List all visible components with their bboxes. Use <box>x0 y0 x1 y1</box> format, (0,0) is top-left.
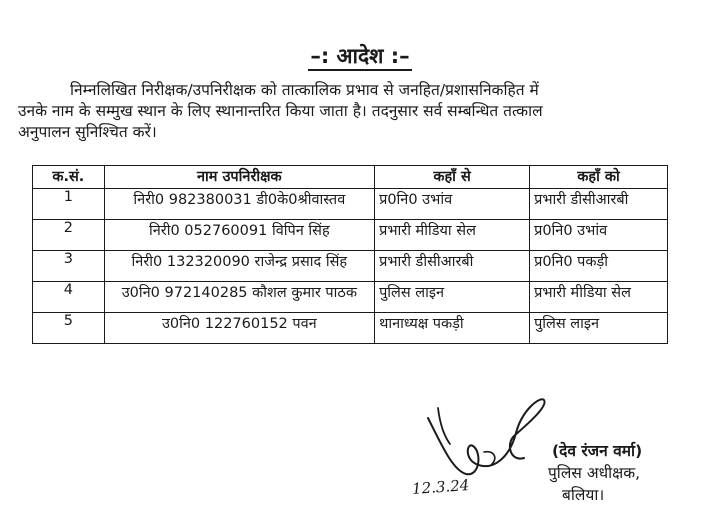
cell-serial: 3 <box>33 251 105 282</box>
table-row <box>33 251 668 282</box>
officer-place: बलिया। <box>562 486 605 504</box>
header-from: कहाँ से <box>375 166 530 189</box>
cell-from: प्र0नि0 उभांव <box>375 189 530 220</box>
cell-name: निरी0 982380031 डी0के0श्रीवास्तव <box>104 189 374 220</box>
cell-name: निरी0 052760091 विपिन सिंह <box>104 220 374 251</box>
officer-name: (देव रंजन वर्मा) <box>552 442 643 460</box>
order-paragraph <box>18 80 698 143</box>
table-row <box>33 282 668 313</box>
cell-name: निरी0 132320090 राजेन्द्र प्रसाद सिंह <box>104 251 374 282</box>
paragraph-line-2: उनके नाम के सम्मुख स्थान के लिए स्थानान्तरित किया जाता है। तदनुसार सर्व सम्बन्धित तत्काल <box>18 102 543 120</box>
officer-designation: पुलिस अधीक्षक, <box>548 464 641 482</box>
cell-to: प्रभारी डीसीआरबी <box>530 189 668 220</box>
cell-name: उ0नि0 122760152 पवन <box>104 313 374 344</box>
table-row <box>33 220 668 251</box>
cell-serial: 1 <box>33 189 105 220</box>
cell-from: प्रभारी डीसीआरबी <box>375 251 530 282</box>
cell-to: पुलिस लाइन <box>530 313 668 344</box>
cell-to: प्र0नि0 पकड़ी <box>530 251 668 282</box>
cell-from: पुलिस लाइन <box>375 282 530 313</box>
cell-from: प्रभारी मीडिया सेल <box>375 220 530 251</box>
cell-serial: 5 <box>33 313 105 344</box>
table-row <box>33 189 668 220</box>
paragraph-line-1: निम्नलिखित निरीक्षक/उपनिरीक्षक को तात्कालिक प्रभाव से जनहित/प्रशासनिकहित में <box>70 81 539 99</box>
header-to: कहाँ को <box>530 166 668 189</box>
transfer-table <box>32 165 668 344</box>
signature-date: 12.3.24 <box>411 476 470 498</box>
paragraph-line-3: अनुपालन सुनिश्चित करें। <box>18 123 157 141</box>
cell-from: थानाध्यक्ष पकड़ी <box>375 313 530 344</box>
header-serial: क.सं. <box>33 166 105 189</box>
order-title <box>0 42 720 70</box>
cell-to: प्र0नि0 उभांव <box>530 220 668 251</box>
table-row <box>33 313 668 344</box>
cell-serial: 4 <box>33 282 105 313</box>
cell-name: उ0नि0 972140285 कौशल कुमार पाठक <box>104 282 374 313</box>
cell-to: प्रभारी मीडिया सेल <box>530 282 668 313</box>
cell-serial: 2 <box>33 220 105 251</box>
table-header-row <box>33 166 668 189</box>
header-name: नाम उपनिरीक्षक <box>104 166 374 189</box>
officer-block <box>548 440 642 506</box>
handwritten-signature <box>398 378 548 488</box>
order-title-text: –: आदेश :– <box>308 44 411 71</box>
